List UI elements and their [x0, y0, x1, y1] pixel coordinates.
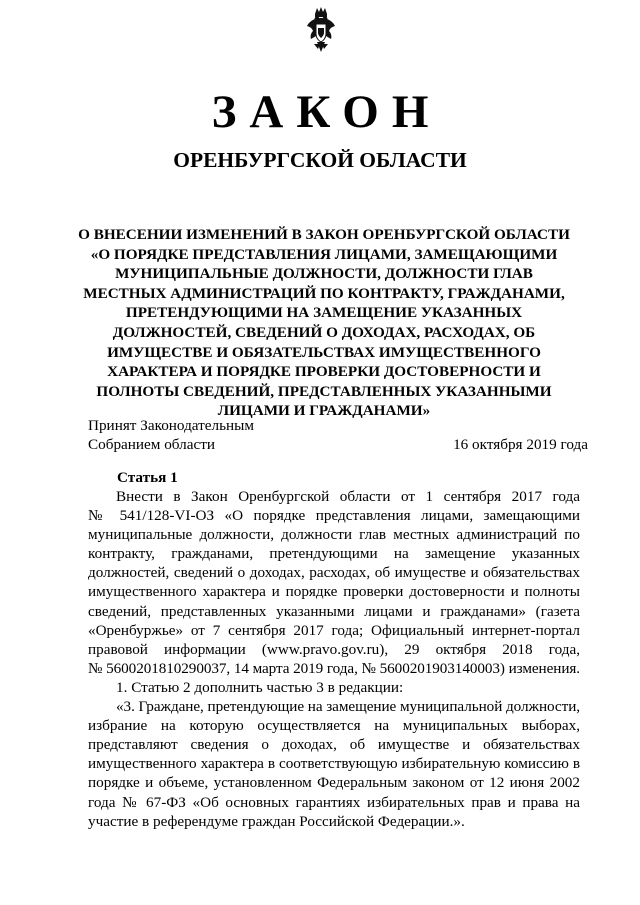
law-heading — [60, 225, 588, 421]
article-title: Статья 1 — [117, 469, 178, 486]
body-line: «3. Граждане, претендующие на замещение муниципальной должности, — [116, 698, 580, 716]
adoption-block — [88, 416, 588, 454]
heading-line: ИМУЩЕСТВЕ И ОБЯЗАТЕЛЬСТВАХ ИМУЩЕСТВЕННОГО — [107, 343, 541, 361]
adopted-by-line-2: Собранием области — [88, 436, 215, 453]
body-line: представляют сведения о доходах, об имуществе и обязательствах — [88, 736, 580, 754]
body-line: сведений, представленных указанными лицами и гражданами» (газета — [88, 602, 580, 620]
body-line: «Оренбуржье» от 7 сентября 2017 года; Официальный интернет-портал — [88, 621, 580, 639]
body-line: имущественного характера и порядке проверки достоверности и полноты — [88, 583, 580, 601]
heading-line: О ВНЕСЕНИИ ИЗМЕНЕНИЙ В ЗАКОН ОРЕНБУРГСКОЙ ОБЛАСТИ — [78, 226, 570, 243]
document-title: ЗАКОН — [211, 86, 442, 138]
body-line: правовой информации (www.pravo.gov.ru), 29 октября 2018 года, — [88, 640, 580, 658]
body-line: муниципальные должности, должности глав местных администраций по — [88, 526, 580, 544]
body-line: № 5600201810290037, 14 марта 2019 года, № 5600201903140003) изменения. — [88, 659, 580, 677]
heading-line: ПОЛНОТЫ СВЕДЕНИЙ, ПРЕДСТАВЛЕННЫХ УКАЗАННЫМИ — [96, 382, 552, 400]
adopted-by-line-1: Принят Законодательным — [88, 417, 254, 434]
article-body — [88, 487, 580, 831]
body-line: имущественного характера в соответствующую избирательную комиссию в — [88, 755, 580, 773]
body-line: порядке и объеме, установленном Федеральным законом от 12 июня 2002 — [88, 774, 580, 792]
heading-line: ДОЛЖНОСТЕЙ, СВЕДЕНИЙ О ДОХОДАХ, РАСХОДАХ, ОБ — [112, 323, 536, 341]
heading-line: МУНИЦИПАЛЬНЫЕ ДОЛЖНОСТИ, ДОЛЖНОСТИ ГЛАВ — [115, 265, 533, 283]
document-region: ОРЕНБУРГСКОЙ ОБЛАСТИ — [173, 148, 467, 172]
body-line: 1. Статью 2 дополнить частью 3 в редакции: — [116, 678, 404, 696]
body-line: года № 67-ФЗ «Об основных гарантиях избирательных прав и права на — [88, 793, 580, 811]
heading-line: ЛИЦАМИ И ГРАЖДАНАМИ» — [217, 402, 431, 420]
heading-line: МЕСТНЫХ АДМИНИСТРАЦИЙ ПО КОНТРАКТУ, ГРАЖДАНАМИ, — [83, 284, 565, 302]
body-line: должностей, сведений о доходах, расходах, об имуществе и обязательствах — [88, 564, 580, 582]
body-line: № 541/128-VI-ОЗ «О порядке представления лицами, замещающими — [88, 507, 580, 525]
body-line: контракту, гражданами, претендующими на замещение указанных — [88, 545, 580, 563]
heading-line: «О ПОРЯДКЕ ПРЕДСТАВЛЕНИЯ ЛИЦАМИ, ЗАМЕЩАЮЩИМИ — [90, 245, 558, 263]
body-line: избрание на которую осуществляется на муниципальных выборах, — [88, 717, 580, 735]
body-line: Внести в Закон Оренбургской области от 1 сентября 2017 года — [116, 488, 580, 505]
heading-line: ПРЕТЕНДУЮЩИМИ НА ЗАМЕЩЕНИЕ УКАЗАННЫХ — [125, 304, 523, 322]
heading-line: ХАРАКТЕРА И ПОРЯДКЕ ПРОВЕРКИ ДОСТОВЕРНОСТИ И — [107, 363, 541, 381]
adoption-date: 16 октября 2019 года — [453, 436, 588, 453]
body-line: участие в референдуме граждан Российской Федерации.». — [88, 812, 465, 830]
coat-of-arms-emblem-icon — [306, 6, 336, 54]
